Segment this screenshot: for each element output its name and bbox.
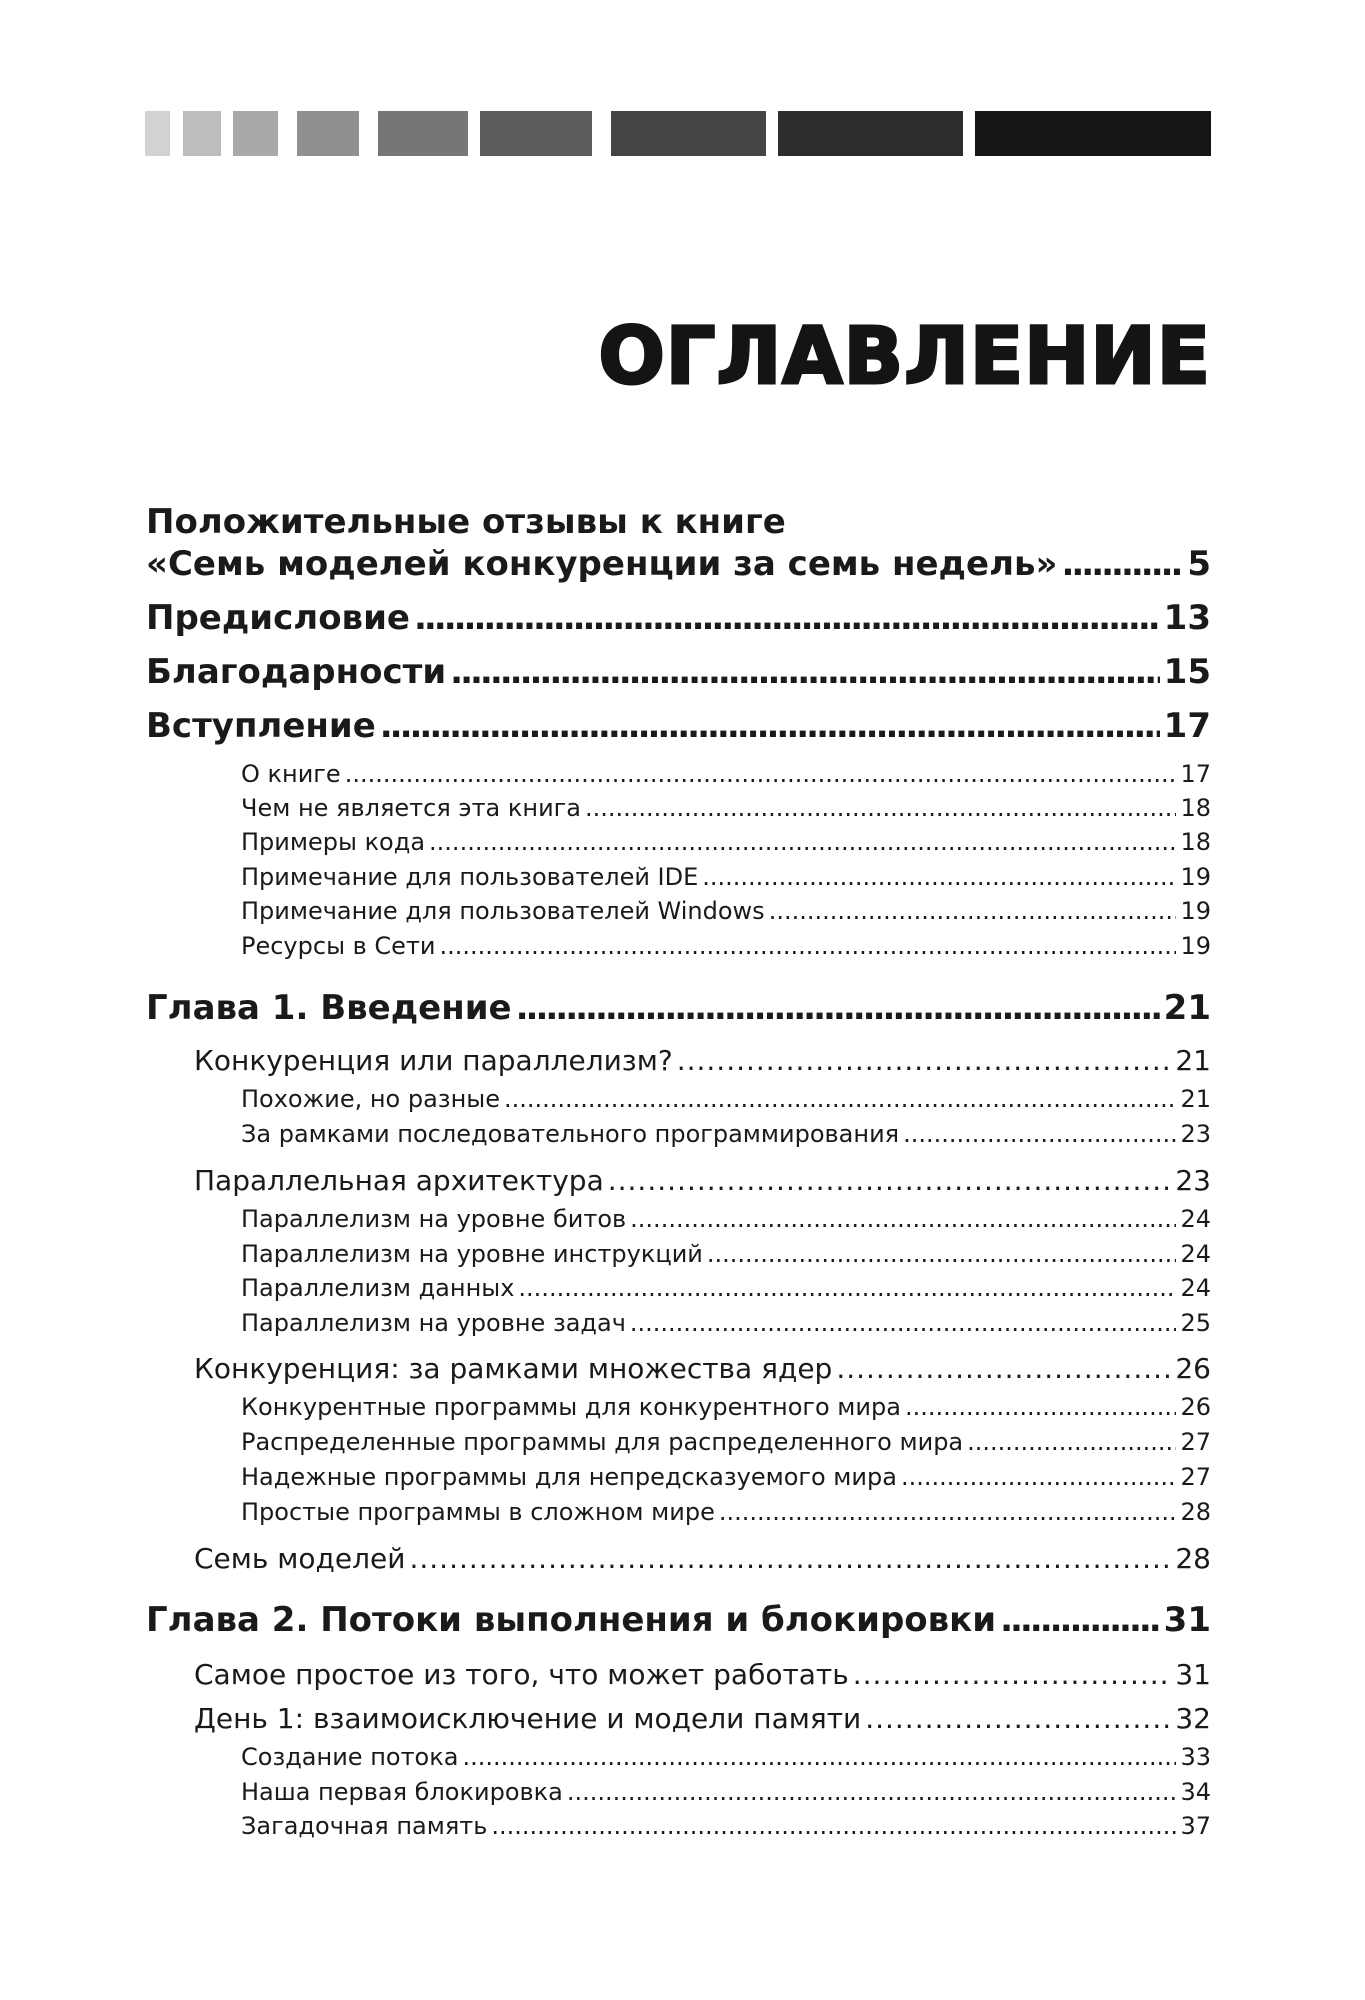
- toc-entry-label: Семь моделей: [194, 1542, 406, 1575]
- toc-entry-page-number: 33: [1180, 1743, 1211, 1771]
- dot-leader: [440, 932, 1177, 960]
- toc-entry-label: Создание потока: [241, 1743, 459, 1771]
- dot-leader: [429, 828, 1176, 856]
- dot-leader: [630, 1309, 1177, 1337]
- dot-leader: [630, 1205, 1176, 1233]
- toc-entry-page-number: 19: [1180, 897, 1211, 925]
- toc-entry: [241, 1463, 1211, 1495]
- toc-entry-label: День 1: взаимоисключение и модели памяти: [194, 1702, 862, 1735]
- toc-entry-page-number: 37: [1180, 1812, 1211, 1840]
- toc-entry-page-number: 19: [1180, 863, 1211, 891]
- dot-leader: [865, 1702, 1171, 1735]
- bar-segment: [480, 111, 592, 156]
- dot-leader: [1000, 1600, 1160, 1640]
- bar-segment: [145, 111, 170, 156]
- toc-entry: [241, 760, 1211, 792]
- dot-leader: [853, 1658, 1172, 1691]
- toc-entry-page-number: 27: [1180, 1428, 1211, 1456]
- dot-leader: [707, 1240, 1177, 1268]
- toc-entry-page-number: 32: [1175, 1702, 1211, 1735]
- toc-entry-page-number: 34: [1180, 1778, 1211, 1806]
- bar-segment: [183, 111, 221, 156]
- decorative-gradient-bar: [145, 111, 1211, 156]
- toc-entry-label: Похожие, но разные: [241, 1085, 500, 1113]
- toc-entry: [194, 1702, 1211, 1740]
- toc-entry-label: Глава 2. Потоки выполнения и блокировки: [146, 1600, 997, 1640]
- toc-entry: [241, 932, 1211, 964]
- dot-leader: [518, 1274, 1176, 1302]
- dot-leader: [719, 1498, 1177, 1526]
- toc-entry-label: Самое простое из того, что может работать: [194, 1658, 849, 1691]
- dot-leader: [1061, 544, 1183, 584]
- toc-entry-label: Конкурентные программы для конкурентного мира: [241, 1393, 901, 1421]
- bar-segment: [611, 111, 766, 156]
- toc-entry-page-number: 28: [1175, 1542, 1211, 1575]
- toc-entry-label: Параллелизм на уровне инструкций: [241, 1240, 703, 1268]
- dot-leader: [677, 1044, 1172, 1077]
- dot-leader: [769, 897, 1177, 925]
- toc-entry-page-number: 31: [1163, 1600, 1211, 1640]
- toc-entry-label: Примеры кода: [241, 828, 426, 856]
- bar-segment: [378, 111, 468, 156]
- toc-entry-label: Конкуренция: за рамками множества ядер: [194, 1352, 833, 1385]
- toc-entry: [241, 1498, 1211, 1530]
- toc-entry-page-number: 26: [1180, 1393, 1211, 1421]
- toc-entry: [241, 1778, 1211, 1810]
- toc-entry: [146, 544, 1211, 588]
- toc-entry-page-number: 13: [1163, 598, 1211, 638]
- toc-entry-label: Надежные программы для непредсказуемого мира: [241, 1463, 897, 1491]
- dot-leader: [414, 598, 1160, 638]
- toc-entry-label: Примечание для пользователей IDE: [241, 863, 699, 891]
- toc-entry: [241, 1428, 1211, 1460]
- toc-entry-label: Распределенные программы для распределенного мира: [241, 1428, 964, 1456]
- toc-entry-page-number: 24: [1180, 1205, 1211, 1233]
- toc-entry-page-number: 26: [1175, 1352, 1211, 1385]
- dot-leader: [585, 794, 1176, 822]
- toc-entry: [194, 1542, 1211, 1580]
- dot-leader: [345, 760, 1177, 788]
- toc-entry: [194, 1658, 1211, 1696]
- toc-entry-label: Параллелизм на уровне битов: [241, 1205, 627, 1233]
- toc-entry: [194, 1044, 1211, 1082]
- toc-entry: [241, 1393, 1211, 1425]
- toc-entry-page-number: 23: [1180, 1120, 1211, 1148]
- toc-entry: [241, 1309, 1211, 1341]
- toc-entry: [146, 706, 1211, 750]
- toc-entry-label: Примечание для пользователей Windows: [241, 897, 765, 925]
- dot-leader: [516, 988, 1160, 1028]
- toc-entry-label: Благодарности: [146, 652, 447, 692]
- toc-entry-label: Простые программы в сложном мире: [241, 1498, 715, 1526]
- toc-entry-label: Предисловие: [146, 598, 410, 638]
- toc-entry-label: О книге: [241, 760, 341, 788]
- bar-segment: [297, 111, 359, 156]
- toc-entry-page-number: 21: [1175, 1044, 1211, 1077]
- toc-entry: [241, 1085, 1211, 1117]
- dot-leader: [409, 1542, 1171, 1575]
- toc-entry: [241, 1274, 1211, 1306]
- dot-leader: [491, 1812, 1176, 1840]
- dot-leader: [567, 1778, 1177, 1806]
- toc-entry-label: Чем не является эта книга: [241, 794, 581, 822]
- toc-entry: [241, 1743, 1211, 1775]
- toc-entry-page-number: 24: [1180, 1240, 1211, 1268]
- toc-entry-label: Наша первая блокировка: [241, 1778, 563, 1806]
- toc-entry-label: Параллелизм на уровне задач: [241, 1309, 626, 1337]
- toc-entry-label: Ресурсы в Сети: [241, 932, 436, 960]
- toc-entry: [241, 897, 1211, 929]
- toc-entry-page-number: 31: [1175, 1658, 1211, 1691]
- toc-entry-page-number: 28: [1180, 1498, 1211, 1526]
- toc-entry-page-number: 21: [1163, 988, 1211, 1028]
- toc-entry-page-number: 24: [1180, 1274, 1211, 1302]
- toc-entry-page-number: 23: [1175, 1164, 1211, 1197]
- toc-entry: [146, 652, 1211, 696]
- toc-entry-page-number: 17: [1180, 760, 1211, 788]
- toc-entry: [241, 1120, 1211, 1152]
- toc-entry: [241, 863, 1211, 895]
- toc-entry-page-number: 18: [1180, 794, 1211, 822]
- toc-entry-page-number: 18: [1180, 828, 1211, 856]
- toc-entry-label: Параллельная архитектура: [194, 1164, 604, 1197]
- toc-entry-label: Загадочная память: [241, 1812, 488, 1840]
- toc-entry: [241, 1812, 1211, 1844]
- toc-entry-page-number: 17: [1163, 706, 1211, 746]
- dot-leader: [450, 652, 1160, 692]
- toc-entry-label: Конкуренция или параллелизм?: [194, 1044, 673, 1077]
- bar-segment: [778, 111, 963, 156]
- dot-leader: [903, 1120, 1176, 1148]
- toc-entry-page-number: 5: [1187, 544, 1211, 584]
- page-title: ОГЛАВЛЕНИЕ: [598, 312, 1211, 402]
- toc-entry: [241, 1240, 1211, 1272]
- bar-segment: [233, 111, 278, 156]
- toc-entry: [194, 1352, 1211, 1390]
- toc-entry-label: Параллелизм данных: [241, 1274, 515, 1302]
- toc-entry: [241, 1205, 1211, 1237]
- toc-entry-page-number: 27: [1180, 1463, 1211, 1491]
- toc-entry-page-number: 21: [1180, 1085, 1211, 1113]
- toc-entry: [241, 828, 1211, 860]
- toc-entry: [146, 1600, 1211, 1644]
- toc-entry: [194, 1164, 1211, 1202]
- bar-segment: [975, 111, 1211, 156]
- dot-leader: [905, 1393, 1177, 1421]
- toc-entry-label: «Семь моделей конкуренции за семь недель»: [146, 544, 1058, 584]
- toc-entry: [146, 988, 1211, 1032]
- dot-leader: [967, 1428, 1176, 1456]
- toc-entry-label: Глава 1. Введение: [146, 988, 512, 1028]
- dot-leader: [608, 1164, 1172, 1197]
- dot-leader: [702, 863, 1176, 891]
- toc-entry-page-number: 15: [1163, 652, 1211, 692]
- toc-entry-first-line: Положительные отзывы к книге: [146, 502, 786, 542]
- dot-leader: [504, 1085, 1176, 1113]
- dot-leader: [901, 1463, 1177, 1491]
- toc-entry-label: Вступление: [146, 706, 376, 746]
- toc-entry: [241, 794, 1211, 826]
- dot-leader: [836, 1352, 1171, 1385]
- dot-leader: [462, 1743, 1176, 1771]
- toc-entry: [146, 598, 1211, 642]
- toc-entry-label: За рамками последовательного программирования: [241, 1120, 900, 1148]
- toc-entry-page-number: 25: [1180, 1309, 1211, 1337]
- toc-entry-page-number: 19: [1180, 932, 1211, 960]
- dot-leader: [380, 706, 1160, 746]
